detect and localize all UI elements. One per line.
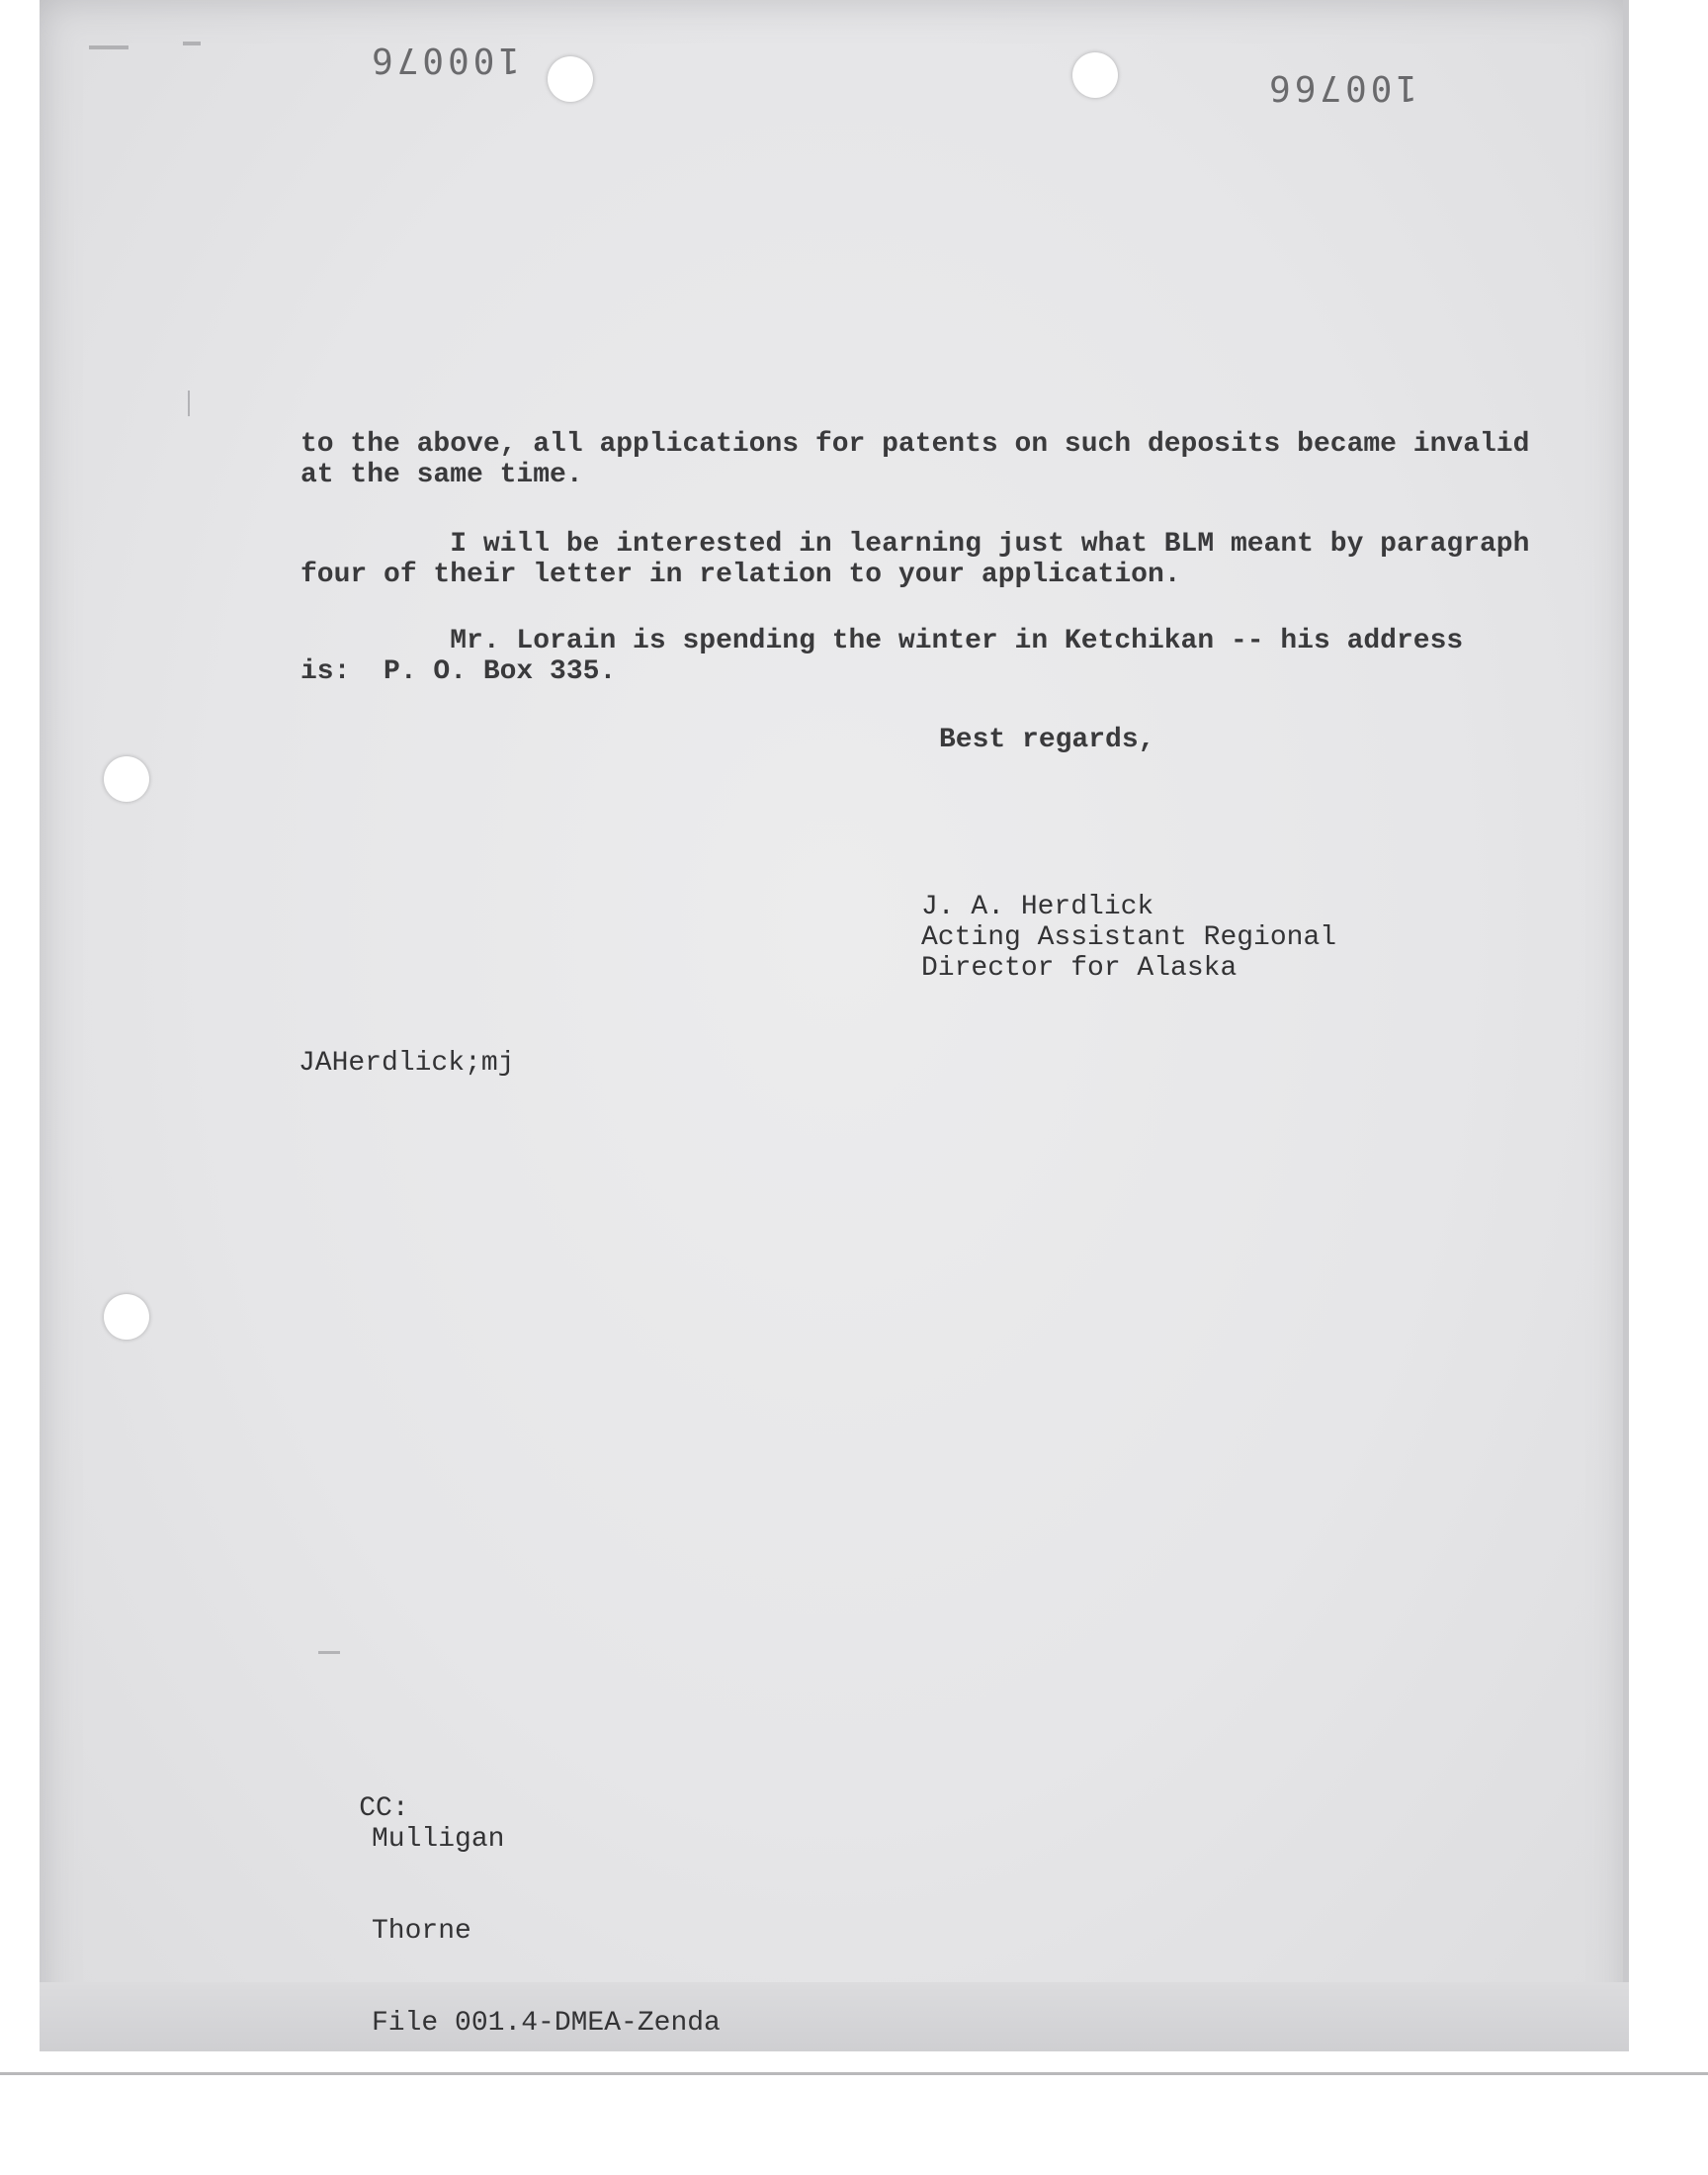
typist-initials: JAHerdlick;mj xyxy=(299,1048,515,1079)
cc-recipient: Thorne xyxy=(372,1916,471,1947)
page-divider xyxy=(0,2072,1708,2075)
paragraph-line: is: P. O. Box 335. xyxy=(300,656,617,687)
punch-hole-left-lower xyxy=(104,1294,149,1340)
signer-title-line-1: Acting Assistant Regional xyxy=(921,922,1337,953)
paragraph-line: I will be interested in learning just what BLM meant by paragraph xyxy=(300,529,1530,560)
paragraph-line: to the above, all applications for patents on such deposits became invalid xyxy=(300,429,1530,460)
signer-title-line-2: Director for Alaska xyxy=(921,953,1238,984)
stamp-number-left: 100076 xyxy=(368,40,521,80)
sheet-bottom-band xyxy=(40,1982,1629,2051)
cc-label: CC: xyxy=(359,1793,409,1824)
body-paragraph-1 xyxy=(300,429,1529,490)
speck-mark xyxy=(318,1651,340,1654)
paper-sheet xyxy=(40,0,1629,2051)
punch-hole-top-left xyxy=(548,56,593,102)
closing-salutation: Best regards, xyxy=(939,725,1155,755)
stamp-number-right: 100766 xyxy=(1265,67,1418,108)
cc-recipient: Mulligan xyxy=(372,1824,505,1855)
speck-mark xyxy=(89,45,128,49)
body-paragraph-3 xyxy=(300,626,1463,687)
speck-mark xyxy=(183,42,201,45)
sheet-edge xyxy=(1623,0,1629,2051)
paragraph-line: four of their letter in relation to your application. xyxy=(300,560,1181,590)
punch-hole-left-upper xyxy=(104,756,149,802)
speck-mark xyxy=(188,391,190,416)
cc-block xyxy=(293,1763,721,2039)
paragraph-line: at the same time. xyxy=(300,460,583,490)
punch-hole-top-right xyxy=(1072,52,1118,98)
paragraph-line: Mr. Lorain is spending the winter in Ketchikan -- his address xyxy=(300,626,1464,656)
cc-recipient-list xyxy=(372,1763,721,2100)
signer-name: J. A. Herdlick xyxy=(921,892,1154,922)
cc-recipient: File 001.4-DMEA-Zenda xyxy=(372,2008,721,2039)
body-paragraph-2 xyxy=(300,529,1529,590)
signature-block xyxy=(921,892,1336,984)
